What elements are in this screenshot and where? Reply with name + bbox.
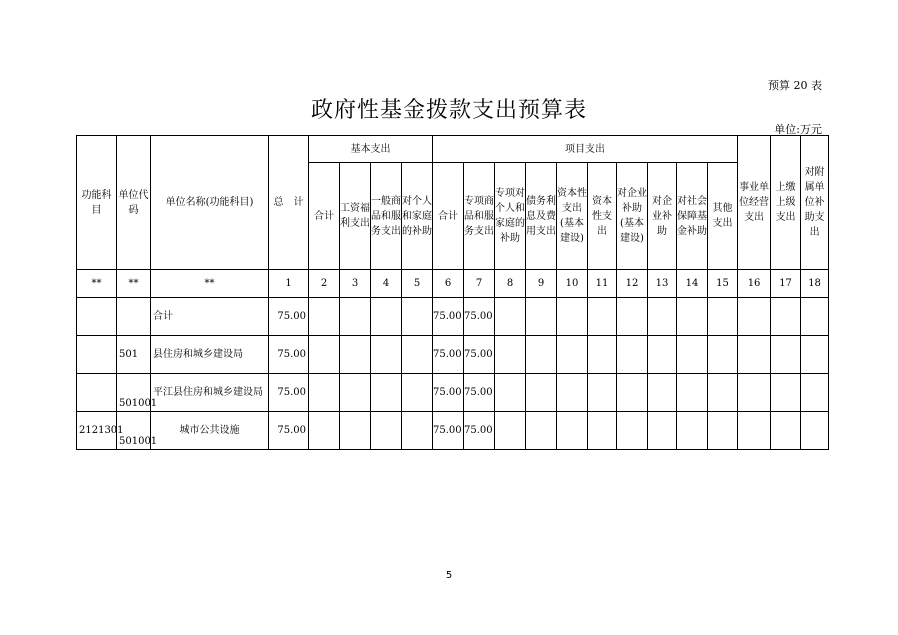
header-project-col-6: 对企业补助(基本建设) — [617, 163, 648, 270]
header-total: 总 计 — [269, 136, 309, 270]
header-project-col-0: 合计 — [433, 163, 464, 270]
header-project-col-5: 资本性支出 — [588, 163, 617, 270]
header-project-col-4: 资本性支出(基本建设) — [557, 163, 588, 270]
index-cell: ** — [151, 270, 269, 298]
index-cell: 4 — [371, 270, 402, 298]
table-number-label: 预算 20 表 — [768, 79, 822, 92]
header-basic-col-2: 一般商品和服务支出 — [371, 163, 402, 270]
index-cell: 14 — [677, 270, 708, 298]
func-code-cell — [77, 298, 117, 336]
index-cell: 9 — [526, 270, 557, 298]
project-total-cell: 75.00 — [433, 412, 464, 450]
header-project-col-3: 债务利息及费用支出 — [526, 163, 557, 270]
special-goods-cell: 75.00 — [464, 298, 495, 336]
index-cell: 15 — [708, 270, 738, 298]
func-code-cell: 2121301 — [77, 412, 117, 450]
header-project-col-9: 其他支出 — [708, 163, 738, 270]
unit-name-cell: 平江县住房和城乡建设局 — [151, 374, 269, 412]
project-total-cell: 75.00 — [433, 336, 464, 374]
special-goods-cell: 75.00 — [464, 412, 495, 450]
unit-code-cell: 501001 — [117, 412, 151, 450]
project-total-cell: 75.00 — [433, 374, 464, 412]
index-cell: 2 — [309, 270, 340, 298]
header-basic-col-0: 合计 — [309, 163, 340, 270]
header-extra-1: 上缴上级支出 — [771, 136, 801, 270]
index-cell: 7 — [464, 270, 495, 298]
unit-code-cell: 501001 — [117, 374, 151, 412]
index-cell: ** — [77, 270, 117, 298]
header-func-code: 功能科目 — [77, 136, 117, 270]
header-project-col-1: 专项商品和服务支出 — [464, 163, 495, 270]
total-cell: 75.00 — [269, 336, 309, 374]
index-cell: 1 — [269, 270, 309, 298]
index-cell: 6 — [433, 270, 464, 298]
header-basic-col-3: 对个人和家庭的补助 — [402, 163, 433, 270]
header-extra-0: 事业单位经营支出 — [738, 136, 771, 270]
header-project-col-7: 对企业补助 — [648, 163, 677, 270]
special-goods-cell: 75.00 — [464, 374, 495, 412]
table-row — [77, 336, 829, 374]
unit-name-cell: 城市公共设施 — [151, 412, 269, 450]
total-cell: 75.00 — [269, 374, 309, 412]
header-basic-col-1: 工资福利支出 — [340, 163, 371, 270]
index-cell: 12 — [617, 270, 648, 298]
index-row — [77, 270, 829, 298]
header-unit-code: 单位代码 — [117, 136, 151, 270]
index-cell: 3 — [340, 270, 371, 298]
unit-name-cell: 合计 — [151, 298, 269, 336]
total-cell: 75.00 — [269, 298, 309, 336]
func-code-cell — [77, 336, 117, 374]
index-cell: 8 — [495, 270, 526, 298]
page-title: 政府性基金拨款支出预算表 — [310, 98, 587, 123]
unit-code-cell — [117, 298, 151, 336]
index-cell: 11 — [588, 270, 617, 298]
header-unit-name: 单位名称(功能科目) — [151, 136, 269, 270]
special-goods-cell: 75.00 — [464, 336, 495, 374]
table-row — [77, 374, 829, 412]
budget-table — [76, 135, 829, 450]
unit-name-cell: 县住房和城乡建设局 — [151, 336, 269, 374]
unit-label: 单位:万元 — [774, 123, 822, 136]
header-project: 项目支出 — [433, 136, 738, 163]
index-cell: 5 — [402, 270, 433, 298]
func-code-cell — [77, 374, 117, 412]
index-cell: 10 — [557, 270, 588, 298]
index-cell: 17 — [771, 270, 801, 298]
header-extra-2: 对附属单位补助支出 — [801, 136, 829, 270]
total-cell: 75.00 — [269, 412, 309, 450]
index-cell: 18 — [801, 270, 829, 298]
project-total-cell: 75.00 — [433, 298, 464, 336]
index-cell: 13 — [648, 270, 677, 298]
header-project-col-8: 对社会保障基金补助 — [677, 163, 708, 270]
table-row — [77, 298, 829, 336]
index-cell: ** — [117, 270, 151, 298]
index-cell: 16 — [738, 270, 771, 298]
header-basic: 基本支出 — [309, 136, 433, 163]
table-row — [77, 412, 829, 450]
header-project-col-2: 专项对个人和家庭的补助 — [495, 163, 526, 270]
page-number: 5 — [445, 570, 453, 581]
unit-code-cell: 501 — [117, 336, 151, 374]
